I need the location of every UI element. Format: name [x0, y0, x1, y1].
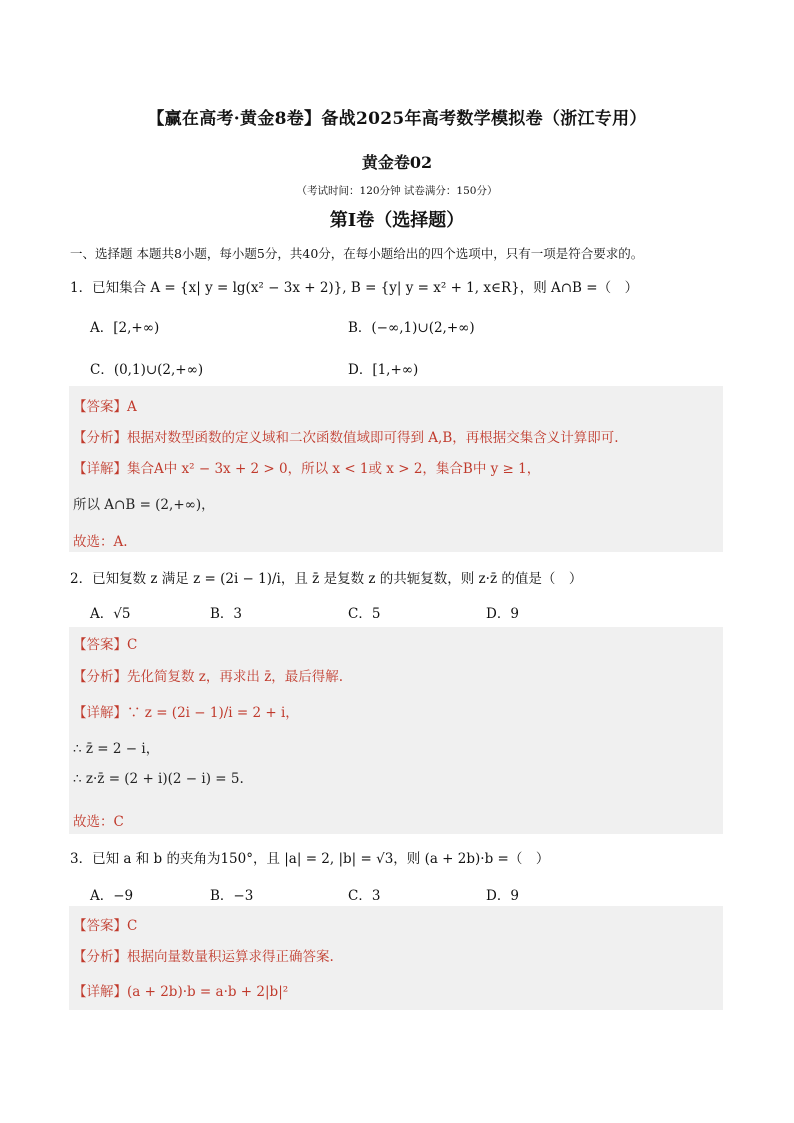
q2-option-d: D．9 — [486, 606, 519, 622]
paper-subtitle: 黄金卷02 — [361, 153, 433, 172]
q3-answer: 【答案】C — [73, 918, 138, 934]
q1-answer: 【答案】A — [73, 399, 137, 415]
q1-option-a: A．[2,+∞) — [90, 320, 160, 336]
q2-answer: 【答案】C — [73, 637, 138, 653]
q1-option-d: D．[1,+∞) — [348, 362, 419, 378]
q3-option-b: B．−3 — [210, 888, 254, 904]
q1-option-c: C．(0,1)∪(2,+∞) — [90, 362, 204, 378]
q1-choice: 故选：A. — [73, 534, 128, 550]
exam-title: 【赢在高考·黄金8卷】备战2025年高考数学模拟卷（浙江专用） — [147, 109, 647, 129]
q1-detail-2: 所以 A∩B = (2,+∞)， — [73, 497, 215, 513]
part-title: 第I卷（选择题） — [329, 210, 465, 231]
q1-answer-block — [69, 386, 723, 552]
q2-option-c: C．5 — [348, 606, 381, 622]
q3-option-c: C．3 — [348, 888, 381, 904]
question-1-stem: 1．已知集合 A = {x| y = lg(x² − 3x + 2)}, B = {y| y = x² + 1, x∈R}，则 A∩B =（ ） — [70, 280, 639, 296]
q3-detail-1: 【详解】(a + 2b)·b = a·b + 2|b|² — [73, 984, 289, 1000]
exam-info: （考试时间：120分钟 试卷满分：150分） — [296, 185, 498, 197]
q3-option-d: D．9 — [486, 888, 519, 904]
q1-option-b: B．(−∞,1)∪(2,+∞) — [348, 320, 475, 336]
q3-answer-block — [69, 906, 723, 1010]
q2-option-a: A．√5 — [90, 606, 131, 622]
q1-detail-1: 【详解】集合A中 x² − 3x + 2 > 0，所以 x < 1或 x > 2，集合B中 y ≥ 1， — [73, 461, 541, 477]
question-3-stem: 3．已知 a 和 b 的夹角为150°，且 |a| = 2, |b| = √3，则 (a + 2b)·b =（ ） — [70, 851, 550, 867]
q1-analysis: 【分析】根据对数型函数的定义域和二次函数值域即可得到 A,B，再根据交集含义计算即可. — [73, 430, 619, 446]
q2-analysis: 【分析】先化简复数 z，再求出 z̄，最后得解. — [73, 669, 344, 685]
section-instruction: 一、选择题 本题共8小题，每小题5分，共40分，在每小题给出的四个选项中，只有一项是符合要求的。 — [70, 246, 644, 261]
question-2-stem: 2．已知复数 z 满足 z = (2i − 1)/i，且 z̄ 是复数 z 的共轭复数，则 z·z̄ 的值是（ ） — [70, 571, 583, 587]
q2-choice: 故选：C — [73, 814, 124, 830]
q2-detail-1: 【详解】∵ z = (2i − 1)/i = 2 + i， — [73, 705, 299, 721]
q3-option-a: A．−9 — [90, 888, 134, 904]
q2-answer-block — [69, 627, 723, 834]
q2-detail-2: ∴ z̄ = 2 − i， — [73, 741, 160, 757]
q2-option-b: B．3 — [210, 606, 243, 622]
q2-detail-3: ∴ z·z̄ = (2 + i)(2 − i) = 5. — [73, 771, 244, 787]
q3-analysis: 【分析】根据向量数量积运算求得正确答案. — [73, 949, 334, 965]
